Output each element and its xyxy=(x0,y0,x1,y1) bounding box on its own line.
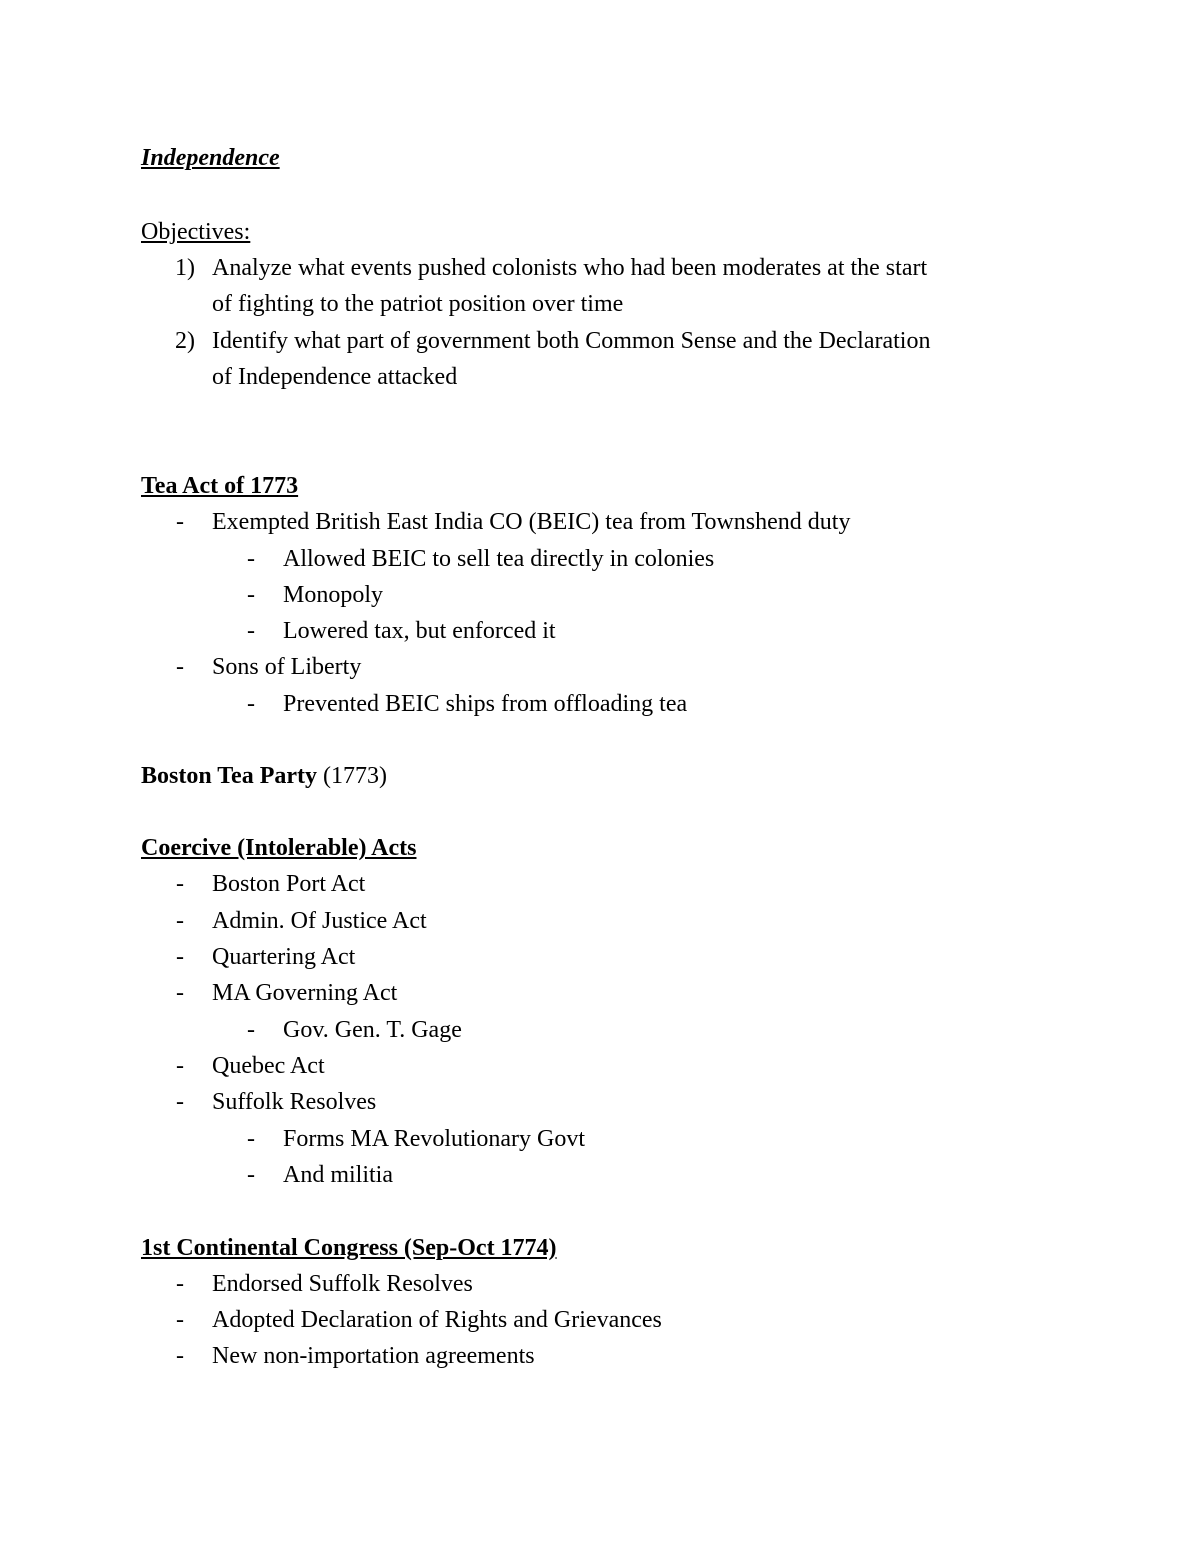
list-item: Suffolk Resolves xyxy=(212,1089,377,1115)
section-heading-tea-act: Tea Act of 1773 xyxy=(141,473,299,499)
section-heading-boston-tea-party xyxy=(141,761,387,791)
list-item-nested: Allowed BEIC to sell tea directly in colonies xyxy=(283,546,715,572)
objective-text: Identify what part of government both Common Sense and the Declaration xyxy=(212,328,931,354)
list-item: Sons of Liberty xyxy=(212,654,362,680)
document-title: Independence xyxy=(141,145,280,171)
bullet-dash: - xyxy=(176,1053,184,1079)
list-item: MA Governing Act xyxy=(212,980,398,1006)
list-item-nested: Prevented BEIC ships from offloading tea xyxy=(283,691,688,717)
section-heading-coercive-acts: Coercive (Intolerable) Acts xyxy=(141,835,417,861)
bullet-dash: - xyxy=(247,1126,255,1152)
bullet-dash: - xyxy=(247,1017,255,1043)
bullet-dash: - xyxy=(247,1162,255,1188)
bullet-dash: - xyxy=(247,546,255,572)
list-item-nested: Lowered tax, but enforced it xyxy=(283,618,556,644)
list-item: Admin. Of Justice Act xyxy=(212,908,427,934)
list-item-nested: Gov. Gen. T. Gage xyxy=(283,1017,462,1043)
section-heading-continental-congress: 1st Continental Congress (Sep-Oct 1774) xyxy=(141,1235,557,1261)
bullet-dash: - xyxy=(247,582,255,608)
bullet-dash: - xyxy=(176,1343,184,1369)
list-item: Adopted Declaration of Rights and Grievances xyxy=(212,1307,662,1333)
objective-text-continued: of Independence attacked xyxy=(212,364,458,390)
list-item-nested: And militia xyxy=(283,1162,393,1188)
list-item: Quartering Act xyxy=(212,944,356,970)
bullet-dash: - xyxy=(247,618,255,644)
bullet-dash: - xyxy=(176,1307,184,1333)
bullet-dash: - xyxy=(176,944,184,970)
list-item: Exempted British East India CO (BEIC) tea from Townshend duty xyxy=(212,509,851,535)
list-item: Boston Port Act xyxy=(212,871,366,897)
bullet-dash: - xyxy=(176,509,184,535)
bullet-dash: - xyxy=(176,1271,184,1297)
list-item: Endorsed Suffolk Resolves xyxy=(212,1271,473,1297)
bullet-dash: - xyxy=(176,871,184,897)
bullet-dash: - xyxy=(176,980,184,1006)
bullet-dash: - xyxy=(176,1089,184,1115)
list-item-nested: Monopoly xyxy=(283,582,384,608)
bullet-dash: - xyxy=(247,691,255,717)
list-item: New non-importation agreements xyxy=(212,1343,535,1369)
boston-tea-party-year: (1773) xyxy=(323,763,387,789)
objectives-label: Objectives: xyxy=(141,219,251,245)
objective-number: 2) xyxy=(175,328,195,354)
objective-text-continued: of fighting to the patriot position over time xyxy=(212,291,624,317)
boston-tea-party-title: Boston Tea Party xyxy=(141,763,318,789)
objective-text: Analyze what events pushed colonists who had been moderates at the start xyxy=(212,255,928,281)
list-item-nested: Forms MA Revolutionary Govt xyxy=(283,1126,586,1152)
objective-number: 1) xyxy=(175,255,195,281)
bullet-dash: - xyxy=(176,654,184,680)
bullet-dash: - xyxy=(176,908,184,934)
list-item: Quebec Act xyxy=(212,1053,325,1079)
